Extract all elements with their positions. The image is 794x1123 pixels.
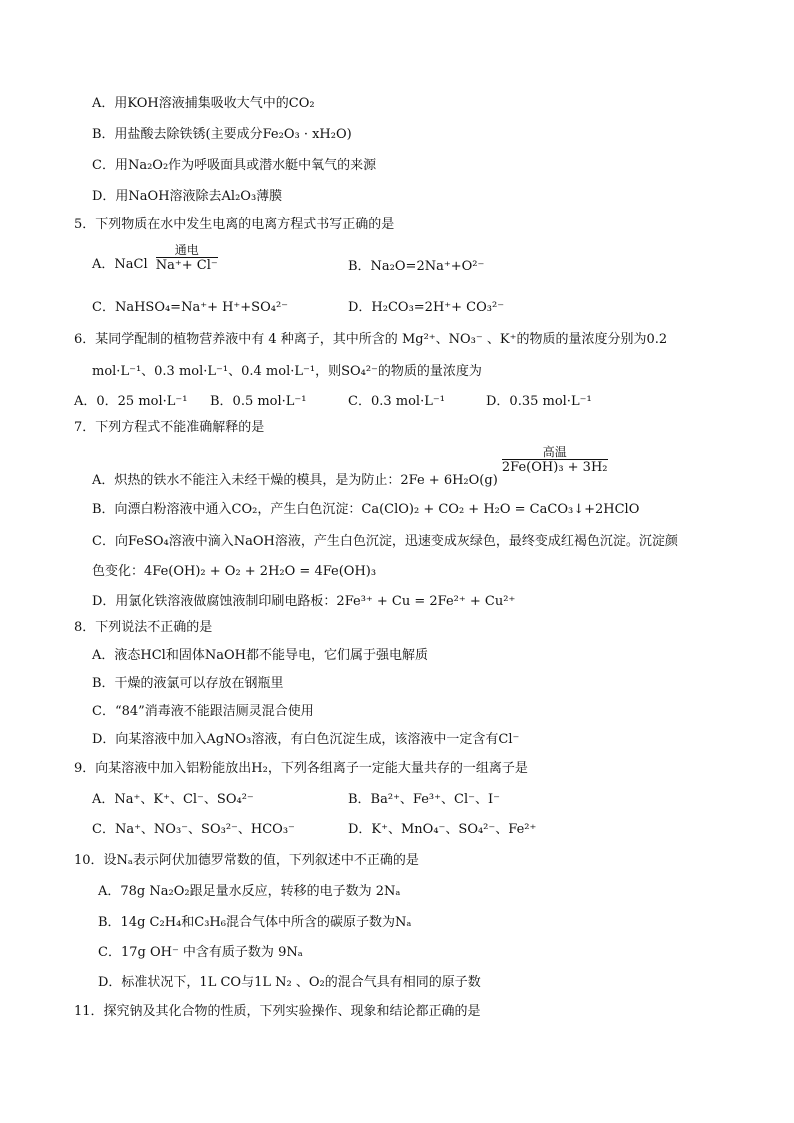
q6-option-a: A．0．25 mol·L⁻¹ <box>74 394 188 409</box>
q4-option-d: D．用NaOH溶液除去Al₂O₃薄膜 <box>92 189 283 204</box>
q5-condition <box>156 244 218 274</box>
q5-option-a-rest: Na⁺+ Cl⁻ <box>155 258 218 273</box>
q7-option-a <box>92 445 608 488</box>
q9-stem: 9．向某溶液中加入铝粉能放出H₂，下列各组离子一定能大量共存的一组离子是 <box>74 761 528 776</box>
q10-stem: 10．设Nₐ表示阿伏加德罗常数的值，下列叙述中不正确的是 <box>74 853 419 868</box>
q6-option-b: B．0.5 mol·L⁻¹ <box>210 394 307 409</box>
q7-option-a-rest: 2Fe(OH)₃ + 3H₂ <box>501 460 608 475</box>
q8-option-a: A．液态HCl和固体NaOH都不能导电，它们属于强电解质 <box>92 648 428 663</box>
q10-option-a: A．78g Na₂O₂跟足量水反应，转移的电子数为 2Nₐ <box>98 884 401 899</box>
q9-option-d: D．K⁺、MnO₄⁻、SO₄²⁻、Fe²⁺ <box>348 822 537 837</box>
q8-option-d: D．向某溶液中加入AgNO₃溶液，有白色沉淀生成，该溶液中一定含有Cl⁻ <box>92 732 520 747</box>
q7-condition <box>502 446 608 476</box>
q5-option-b: B．Na₂O=2Na⁺+O²⁻ <box>348 259 485 274</box>
q5-stem: 5．下列物质在水中发生电离的电离方程式书写正确的是 <box>74 217 395 232</box>
q5-option-a-prefix: A．NaCl <box>92 257 148 272</box>
q8-stem: 8．下列说法不正确的是 <box>74 620 213 635</box>
q7-option-d: D．用氯化铁溶液做腐蚀液制印刷电路板：2Fe³⁺ + Cu = 2Fe²⁺ + Cu²⁺ <box>92 594 516 609</box>
q4-option-b: B．用盐酸去除铁锈(主要成分Fe₂O₃ · xH₂O) <box>92 127 352 142</box>
q4-option-a: A．用KOH溶液捕集吸收大气中的CO₂ <box>92 96 315 111</box>
q5-option-a <box>92 244 218 274</box>
q7-option-a-prefix: A．炽热的铁水不能注入未经干燥的模具，是为防止：2Fe + 6H₂O(g) <box>92 473 498 488</box>
q10-option-d: D．标准状况下，1L CO与1L N₂ 、O₂的混合气具有相同的原子数 <box>98 975 481 990</box>
q6-stem-line1: 6．某同学配制的植物营养液中有 4 种离子，其中所含的 Mg²⁺、NO₃⁻ 、K⁺的物质的量浓度分别为0.2 <box>74 332 668 347</box>
q6-option-d: D．0.35 mol·L⁻¹ <box>486 394 592 409</box>
q7-condition-text: 高温 <box>502 446 608 460</box>
q7-option-c-line1: C．向FeSO₄溶液中滴入NaOH溶液，产生白色沉淀，迅速变成灰绿色，最终变成红褐色沉淀。沉淀颜 <box>92 534 678 549</box>
q8-option-c: C．“84”消毒液不能跟洁厕灵混合使用 <box>92 704 314 719</box>
q11-stem: 11．探究钠及其化合物的性质，下列实验操作、现象和结论都正确的是 <box>74 1004 481 1019</box>
q7-option-b: B．向漂白粉溶液中通入CO₂，产生白色沉淀：Ca(ClO)₂ + CO₂ + H₂O = CaCO₃↓+2HClO <box>92 502 640 517</box>
q9-option-b: B．Ba²⁺、Fe³⁺、Cl⁻、I⁻ <box>348 792 500 807</box>
q9-option-c: C．Na⁺、NO₃⁻、SO₃²⁻、HCO₃⁻ <box>92 822 295 837</box>
q10-option-b: B．14g C₂H₄和C₃H₆混合气体中所含的碳原子数为Nₐ <box>98 915 412 930</box>
q6-option-c: C．0.3 mol·L⁻¹ <box>348 394 445 409</box>
q6-stem-line2: mol·L⁻¹、0.3 mol·L⁻¹、0.4 mol·L⁻¹，则SO₄²⁻的物质的量浓度为 <box>92 364 482 379</box>
q5-option-d: D．H₂CO₃=2H⁺+ CO₃²⁻ <box>348 300 505 315</box>
q10-option-c: C．17g OH⁻ 中含有质子数为 9Nₐ <box>98 945 303 960</box>
q5-condition-text: 通电 <box>156 244 218 258</box>
q5-option-c: C．NaHSO₄=Na⁺+ H⁺+SO₄²⁻ <box>92 300 289 315</box>
q4-option-c: C．用Na₂O₂作为呼吸面具或潜水艇中氧气的来源 <box>92 158 377 173</box>
q7-stem: 7．下列方程式不能准确解释的是 <box>74 420 265 435</box>
q7-option-c-line2: 色变化：4Fe(OH)₂ + O₂ + 2H₂O = 4Fe(OH)₃ <box>92 564 377 579</box>
q9-option-a: A．Na⁺、K⁺、Cl⁻、SO₄²⁻ <box>92 792 254 807</box>
q8-option-b: B．干燥的液氯可以存放在钢瓶里 <box>92 676 284 691</box>
